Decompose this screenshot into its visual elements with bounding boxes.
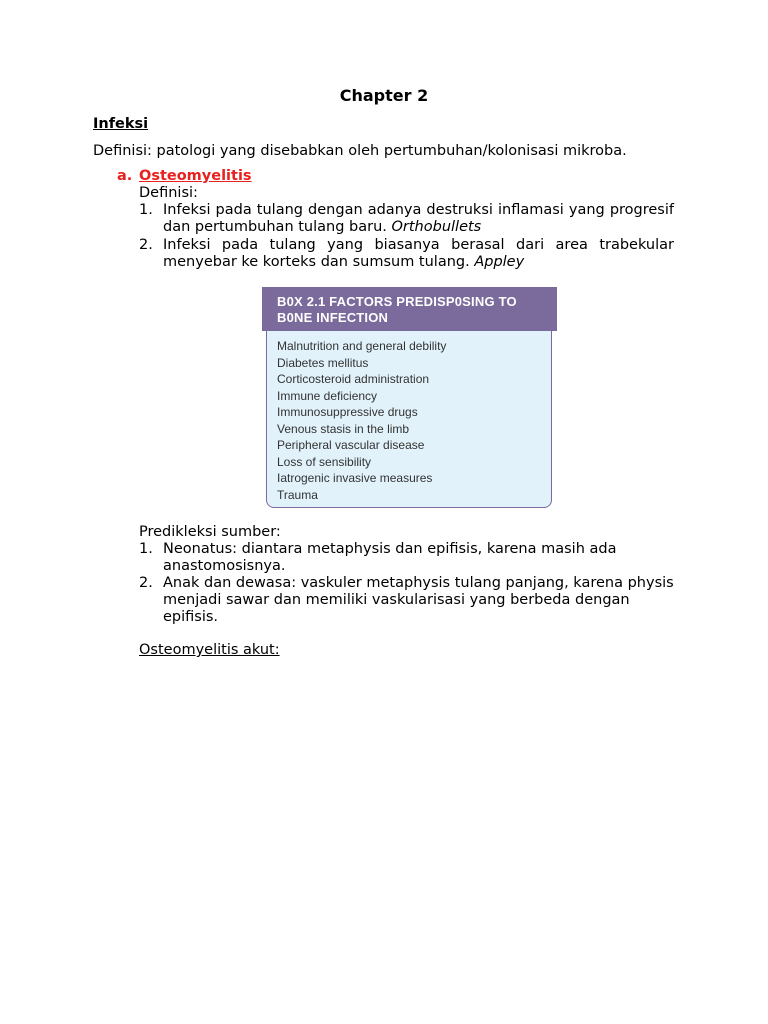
box-title-line: B0X 2.1 FACTORS PREDISP0SING TO [277,294,517,309]
predileksi-list [139,541,674,626]
acute-heading: Osteomyelitis akut: [139,642,280,658]
definition-list [139,202,674,271]
subsection-title: Osteomyelitis [139,168,252,184]
factors-box-title [262,287,557,331]
source-citation: Appley [474,254,525,270]
factor-item: Loss of sensibility [277,454,372,469]
definition-text: Definisi: patologi yang disebabkan oleh pertumbuhan/kolonisasi mikroba. [93,143,627,159]
factor-item: Diabetes mellitus [277,355,369,370]
factors-box-body [266,327,552,508]
list-item [139,237,674,271]
predileksi-label: Predikleksi sumber: [139,524,281,540]
definition-text: Infeksi pada tulang yang biasanya berasal dari area trabekular menyebar ke korteks dan sumsum tulang. [163,237,674,270]
factor-item: Malnutrition and general debility [277,339,447,353]
factor-item: Immune deficiency [277,388,378,403]
factors-list [277,338,446,503]
list-item [139,575,674,626]
definition-label: Definisi: [139,185,198,201]
factor-item: Corticosteroid administration [277,372,430,386]
factor-item: Trauma [277,487,318,502]
list-text: Anak dan dewasa: vaskuler metaphysis tulang panjang, karena physis menjadi sawar dan memiliki vaskularisasi yang berbeda dengan epifisis. [163,575,674,625]
source-citation: Orthobullets [391,219,482,235]
list-item [139,541,674,575]
box-title-line: B0NE INFECTION [277,310,389,325]
subsection-marker: a. [117,168,133,184]
factors-box [262,287,557,508]
list-number: 2. [139,237,153,253]
factor-item: Peripheral vascular disease [277,438,425,452]
definition-text: Infeksi pada tulang dengan adanya destruksi inflamasi yang progresif dan pertumbuhan tulang baru. [163,202,674,235]
list-item [139,202,674,236]
list-text: Neonatus: diantara metaphysis dan epifisis, karena masih ada anastomosisnya. [163,541,617,574]
page-title: Chapter 2 [339,86,429,105]
factor-item: Iatrogenic invasive measures [277,471,433,485]
list-number: 2. [139,575,153,591]
factor-item: Venous stasis in the limb [277,421,410,436]
list-number: 1. [139,541,153,557]
list-number: 1. [139,202,153,218]
section-heading: Infeksi [93,116,149,132]
factor-item: Immunosuppressive drugs [277,405,418,419]
